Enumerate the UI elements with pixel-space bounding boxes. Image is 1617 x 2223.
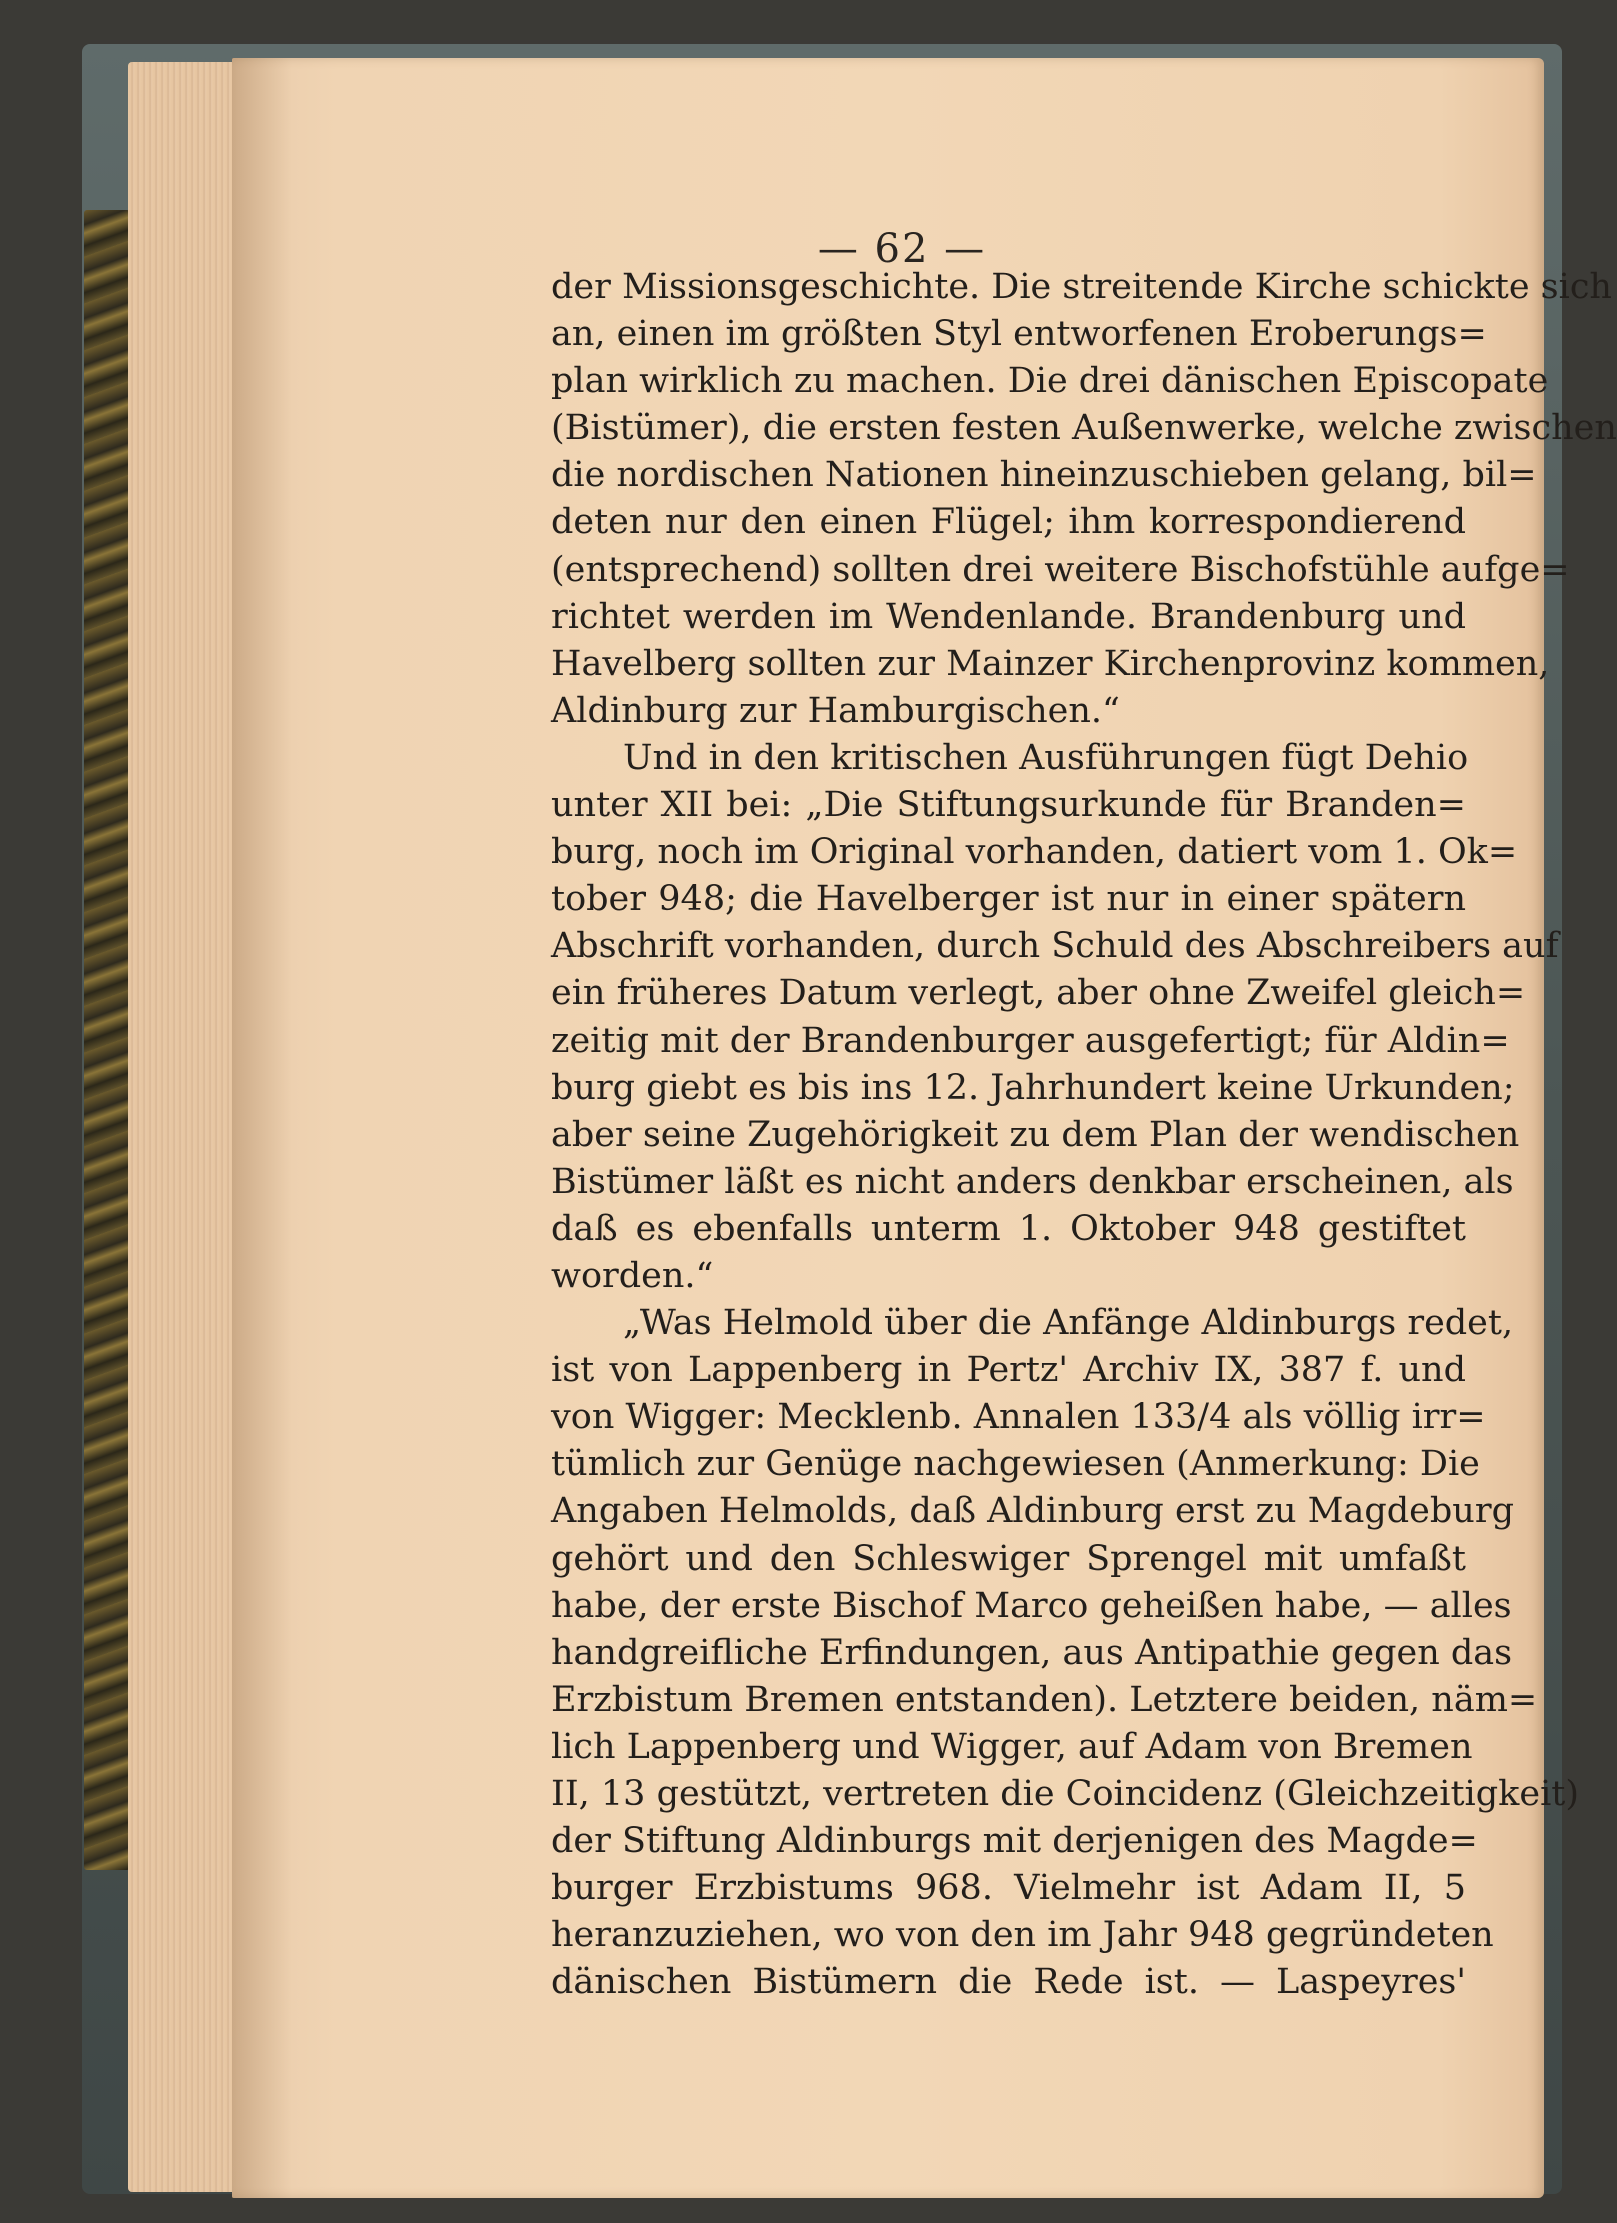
text-line: Erzbistum Bremen entstanden). Letztere beiden, näm= [551,1679,1538,1720]
text-line: burger Erzbistums 968. Vielmehr ist Adam II, 5 [551,1868,1466,1909]
marbled-endpaper [84,210,130,1870]
gutter-shadow [232,58,292,2198]
text-line: (Bistümer), die ersten festen Außenwerke, welche zwischen [551,408,1617,449]
text-line: tober 948; die Havelberger ist nur in einer spätern [551,879,1466,920]
text-line: (entsprechend) sollten drei weitere Bischofstühle aufge= [551,549,1570,590]
text-line: ist von Lappenberg in Pertz' Archiv IX, 387 f. und [551,1350,1466,1391]
text-line: an, einen im größten Styl entworfenen Eroberungs= [551,314,1487,355]
text-line: heranzuziehen, wo von den im Jahr 948 gegründeten [551,1915,1494,1956]
text-line: lich Lappenberg und Wigger, auf Adam von Bremen [551,1726,1473,1767]
text-line: ein früheres Datum verlegt, aber ohne Zweifel gleich= [551,973,1526,1014]
text-line: tümlich zur Genüge nachgewiesen (Anmerkung: Die [551,1444,1480,1485]
text-line: aber seine Zugehörigkeit zu dem Plan der wendischen [551,1114,1520,1155]
text-line: burg, noch im Original vorhanden, datiert vom 1. Ok= [551,832,1518,873]
text-line: Bistümer läßt es nicht anders denkbar erscheinen, als [551,1161,1514,1202]
page-number: — 62 — [817,226,987,272]
text-line: Aldinburg zur Hamburgischen.“ [551,690,1120,731]
text-line: Angaben Helmolds, daß Aldinburg erst zu Magdeburg [551,1491,1514,1532]
text-line: Abschrift vorhanden, durch Schuld des Abschreibers auf [551,926,1559,967]
text-line: von Wigger: Mecklenb. Annalen 133/4 als völlig irr= [551,1397,1486,1438]
text-line: handgreifliche Erfindungen, aus Antipathie gegen das [551,1632,1513,1673]
text-line: gehört und den Schleswiger Sprengel mit umfaßt [551,1538,1466,1579]
text-line: „Was Helmold über die Anfänge Aldinburgs redet, [623,1303,1514,1344]
text-line: burg giebt es bis ins 12. Jahrhundert keine Urkunden; [551,1067,1515,1108]
text-line: habe, der erste Bischof Marco geheißen habe, — alles [551,1585,1512,1626]
text-line: richtet werden im Wendenlande. Brandenburg und [551,596,1466,637]
text-line: zeitig mit der Brandenburger ausgefertigt; für Aldin= [551,1020,1510,1061]
text-line: worden.“ [551,1255,714,1296]
text-line: plan wirklich zu machen. Die drei dänischen Episcopate [551,361,1549,402]
page-text [551,264,1617,2006]
text-line: II, 13 gestützt, vertreten die Coincidenz (Gleichzeitigkeit) [551,1774,1579,1814]
text-line: die nordischen Nationen hineinzuschieben gelang, bil= [551,455,1537,496]
text-line: Und in den kritischen Ausführungen fügt Dehio [623,737,1469,778]
text-line: daß es ebenfalls unterm 1. Oktober 948 gestiftet [551,1208,1466,1249]
text-line: Havelberg sollten zur Mainzer Kirchenprovinz kommen, [551,643,1550,684]
text-line: der Missionsgeschichte. Die streitende Kirche schickte sich [551,267,1612,307]
text-line: deten nur den einen Flügel; ihm korrespondierend [551,502,1466,543]
text-line: dänischen Bistümern die Rede ist. — Laspeyres' [551,1962,1466,2003]
text-line: der Stiftung Aldinburgs mit derjenigen des Magde= [551,1821,1478,1862]
text-line: unter XII bei: „Die Stiftungsurkunde für Branden= [551,785,1466,826]
